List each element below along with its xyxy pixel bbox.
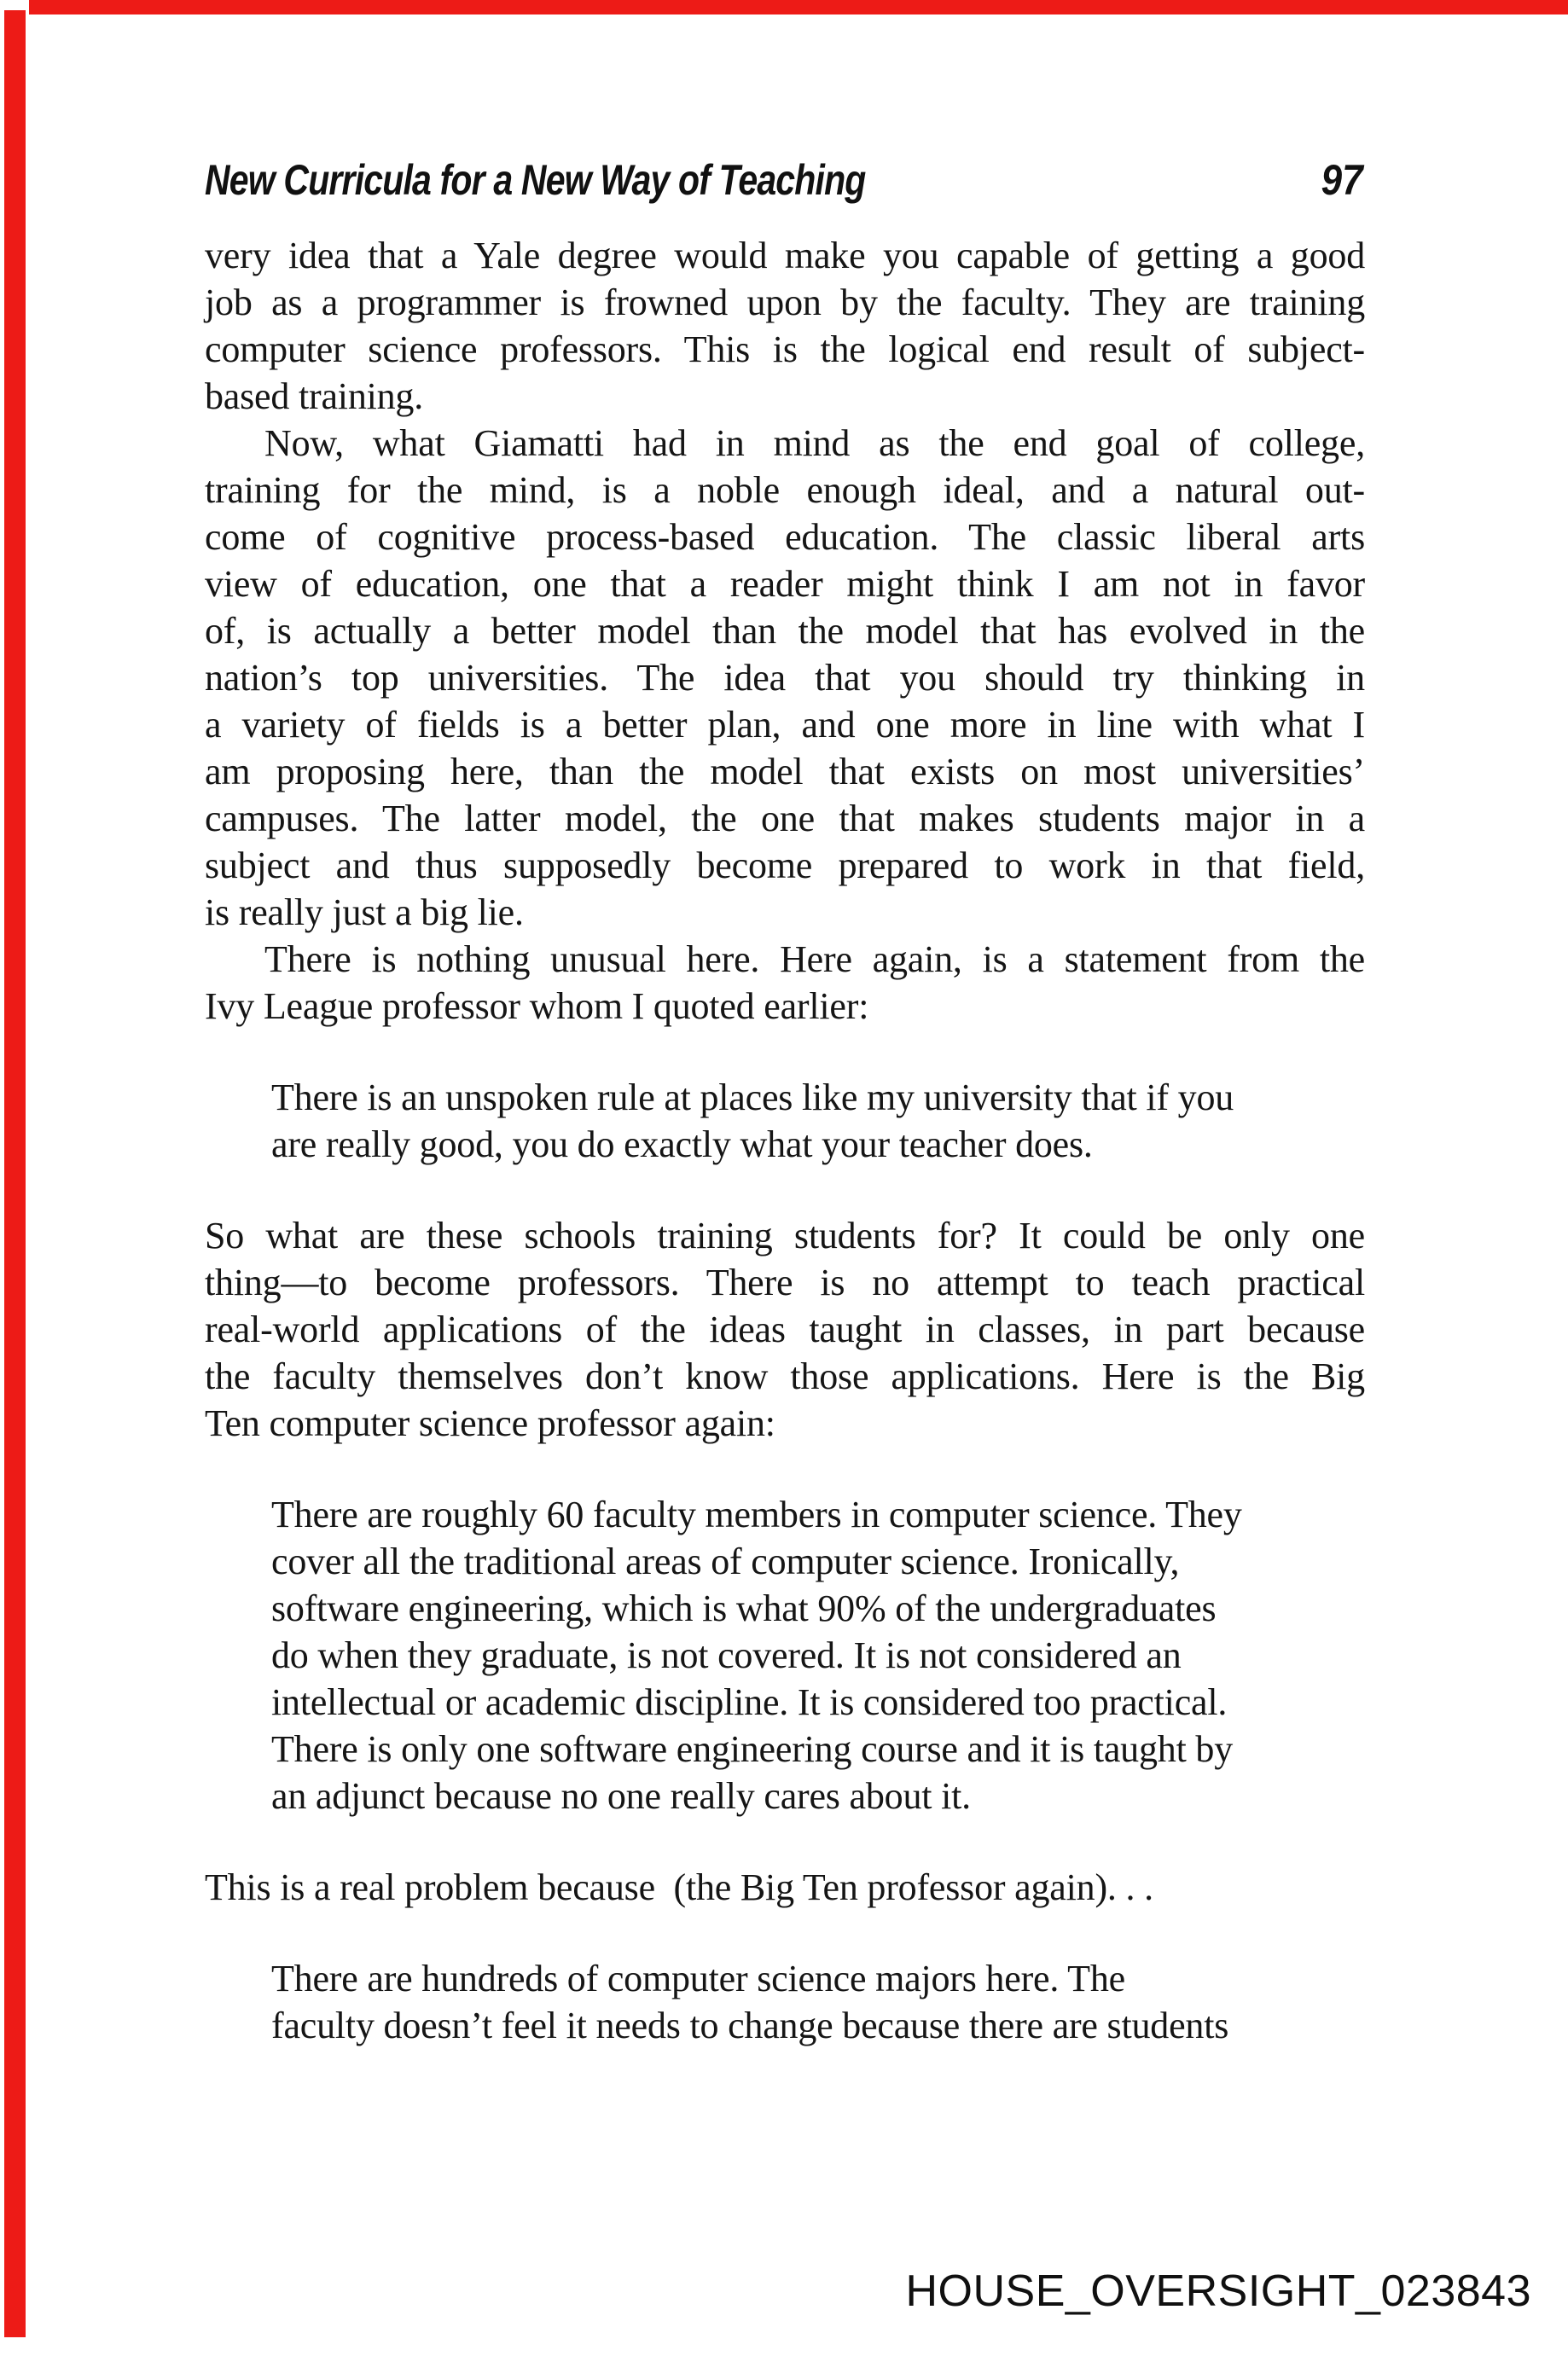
text-line: subject and thus supposedly become prepared to work in that field, bbox=[205, 844, 1365, 886]
text-line: faculty doesn’t feel it needs to change because there are students bbox=[271, 2005, 1229, 2046]
text-line: come of cognitive process-based education. The classic liberal arts bbox=[205, 516, 1365, 558]
text-line: There is only one software engineering course and it is taught by bbox=[271, 1728, 1234, 1770]
text-line: training for the mind, is a noble enough ideal, and a natural out- bbox=[205, 469, 1365, 511]
text-line: thing—to become professors. There is no attempt to teach practical bbox=[205, 1262, 1365, 1303]
text-line: There are hundreds of computer science majors here. The bbox=[271, 1958, 1125, 1999]
text-line: software engineering, which is what 90% of the undergraduates bbox=[271, 1587, 1217, 1629]
text-line: do when they graduate, is not covered. It is not considered an bbox=[271, 1634, 1182, 1676]
paragraph bbox=[205, 1864, 1365, 1911]
text-line: There are roughly 60 faculty members in computer science. They bbox=[271, 1494, 1242, 1535]
text-line: This is a real problem because (the Big Ten professor again). . . bbox=[205, 1866, 1153, 1908]
text-line: There is an unspoken rule at places like my university that if you bbox=[271, 1077, 1234, 1118]
blockquote bbox=[271, 1491, 1315, 1819]
text-line: of, is actually a better model than the model that has evolved in the bbox=[205, 610, 1365, 652]
text-line: based training. bbox=[205, 375, 424, 417]
chapter-title: New Curricula for a New Way of Teaching bbox=[205, 156, 866, 204]
text-line: are really good, you do exactly what your teacher does. bbox=[271, 1123, 1093, 1165]
text-line: job as a programmer is frowned upon by the faculty. They are training bbox=[205, 281, 1365, 323]
text-line: am proposing here, than the model that exists on most universities’ bbox=[205, 751, 1365, 792]
text-line: the faculty themselves don’t know those applications. Here is the Big bbox=[205, 1355, 1365, 1397]
text-line: Ten computer science professor again: bbox=[205, 1402, 775, 1444]
text-line: is really just a big lie. bbox=[205, 891, 524, 933]
text-line: So what are these schools training students for? It could be only one bbox=[205, 1215, 1365, 1256]
scan-edge-left-bar bbox=[4, 10, 26, 2337]
text-line: a variety of fields is a better plan, and one more in line with what I bbox=[205, 704, 1365, 746]
text-line: intellectual or academic discipline. It is considered too practical. bbox=[271, 1681, 1228, 1723]
text-line: Ivy League professor whom I quoted earlier: bbox=[205, 985, 869, 1027]
text-line: an adjunct because no one really cares about it. bbox=[271, 1775, 971, 1817]
page-body bbox=[205, 232, 1365, 2093]
paragraph bbox=[205, 936, 1365, 1030]
text-line: computer science professors. This is the logical end result of subject- bbox=[205, 328, 1365, 370]
scan-edge-top-bar bbox=[29, 0, 1568, 15]
blockquote bbox=[271, 1074, 1315, 1168]
text-line: nation’s top universities. The idea that you should try thinking in bbox=[205, 657, 1365, 699]
paragraph bbox=[205, 1212, 1365, 1447]
paragraph bbox=[205, 420, 1365, 936]
text-line: campuses. The latter model, the one that makes students major in a bbox=[205, 798, 1365, 839]
text-line: Now, what Giamatti had in mind as the end goal of college, bbox=[264, 422, 1365, 464]
paragraph bbox=[205, 232, 1365, 420]
blockquote bbox=[271, 1955, 1315, 2049]
text-line: very idea that a Yale degree would make you capable of getting a good bbox=[205, 235, 1365, 276]
text-line: real-world applications of the ideas taught in classes, in part because bbox=[205, 1309, 1365, 1350]
running-header bbox=[205, 155, 1363, 205]
text-line: There is nothing unusual here. Here again, is a statement from the bbox=[264, 938, 1365, 980]
bates-stamp: HOUSE_OVERSIGHT_023843 bbox=[905, 2266, 1531, 2316]
page-number: 97 bbox=[1321, 156, 1363, 204]
text-line: view of education, one that a reader might think I am not in favor bbox=[205, 563, 1365, 605]
text-line: cover all the traditional areas of computer science. Ironically, bbox=[271, 1541, 1180, 1582]
